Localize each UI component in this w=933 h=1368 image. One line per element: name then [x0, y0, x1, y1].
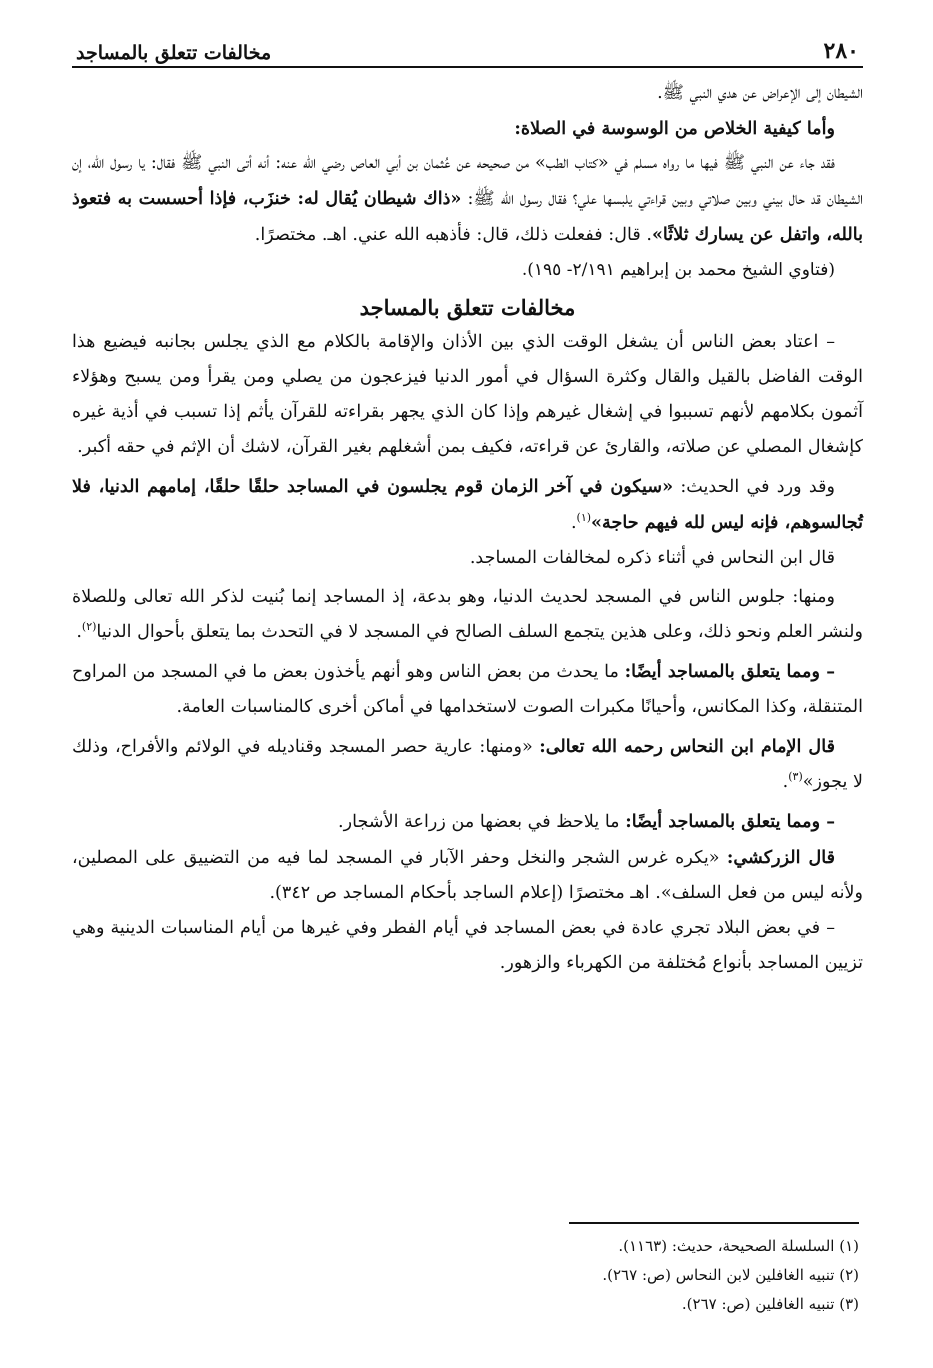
footnote-3: (٣) تنبيه الغافلين (ص: ٢٦٧). [681, 1295, 859, 1313]
running-title: مخالفات تتعلق بالمساجد [76, 42, 272, 64]
hadith-quote: «ذاك شيطان يُقال له: خنزَب، فإذا أحسست به فتعوذ بالله، واتفل عن يسارك ثلاثًا» [72, 188, 863, 245]
footnote-ref-1[interactable]: (١) [576, 511, 592, 525]
page-number: ٢٨٠ [823, 38, 859, 64]
hadith-outro: . قال: ففعلت ذلك، قال: فأذهبه الله عني. اهـ. مختصرًا. [254, 225, 652, 245]
section-title: مخالفات تتعلق بالمساجد [359, 295, 576, 320]
paragraph-taking-items [72, 654, 863, 725]
hadith-quote: «سيكون في آخر الزمان قوم يجلسون في المساجد حلقًا حلقًا، إمامهم الدنيا، فلا تُجالسوهم، فإنه ليس لله فيهم حاجة» [72, 476, 863, 533]
paragraph-text: ما يلاحظ في بعضها من زراعة الأشجار. [338, 812, 626, 832]
lead-in: – ومما يتعلق بالمساجد أيضًا: [625, 811, 835, 832]
quote-text: «يكره غرس الشجر والنخل وحفر الآبار في المسجد لما فيه من التضييق على المصلين، ولأنه ليس من فعل السلف». اهـ مختصرًا (إعلام الساجد بأحكام المساجد ص ٣٤٢). [72, 848, 863, 903]
lead-in: قال الزركشي: [726, 847, 835, 868]
footnotes [359, 1232, 859, 1319]
paragraph-minha [72, 580, 863, 650]
paragraph-talking-in-mosque: – اعتاد بعض الناس أن يشغل الوقت الذي بين الأذان والإقامة بالكلام مع الذي يجلس بجانبه فيضيع هذا الوقت الفاضل بالقيل والقال وكثرة السؤال في أمور الدنيا فيزعجون من يصلي ومن يقرأ ومن يسبح وهؤلاء آثمون بكلامهم لأنهم تسببوا في إشغال غيرهم وإذا كان الذي يجهر بقراءته للقرآن يأثم إذا تسبب في أذية غيره كإشغال المصلي عن صلاته، والقارئ عن قراءته، فكيف بمن أشغلهم بغير القرآن، لاشك أن الإثم في حقه أكبر. [72, 332, 863, 457]
paragraph-text: ومنها: جلوس الناس في المسجد لحديث الدنيا، وهو بدعة، إذ المساجد إنما بُنيت لذكر الله تعالى وللصلاة ولنشر العلم ونحو ذلك، وعلى هذين يتجمع السلف الصالح في المسجد لا في التحدث بما يتعلق بأحوال الدنيا [72, 587, 863, 642]
hadith-intro: فقد جاء عن النبي ﷺ فيها ما رواه مسلم في «كتاب الطب» من صحيحه عن عُثمان بن أبي العاص رضي الله عنه: أنه أتى النبي ﷺ فقال: يا رسول الله، إن الشيطان قد حال بيني وبين صلاتي وبين قراءتي يلبسها علي؟ فقال رسول الله ﷺ: [72, 153, 864, 209]
paragraph-continuation: الشيطان إلى الإعراض عن هدي النبي ﷺ. [657, 83, 863, 103]
lead-in: – ومما يتعلق بالمساجد أيضًا: [624, 661, 835, 682]
lead-in: قال الإمام ابن النحاس رحمه الله تعالى: [539, 736, 835, 757]
footnote-2: (٢) تنبيه الغافلين لابن النحاس (ص: ٢٦٧). [602, 1266, 859, 1284]
paragraph-hadith-uthman [72, 146, 863, 253]
footnote-1: (١) السلسلة الصحيحة، حديث: (١١٦٣). [618, 1237, 859, 1255]
paragraph-ibn-nahhas: قال ابن النحاس في أثناء ذكره لمخالفات المساجد. [469, 548, 835, 568]
footnote-divider [569, 1222, 859, 1224]
paragraph-ibn-nahhas-quote [72, 729, 863, 800]
paragraph-decoration: – في بعض البلاد تجري عادة في بعض المساجد في أيام الفطر وفي غيرها من أيام المناسبات الدينية وهي تزيين المساجد بأنواع مُختلفة من الكهرباء والزهور. [72, 918, 863, 973]
footnote-ref-3[interactable]: (٣) [788, 770, 803, 784]
paragraph-heading-waswasa: وأما كيفية الخلاص من الوسوسة في الصلاة: [514, 118, 835, 139]
period: . [782, 772, 789, 792]
fatwa-reference: (فتاوي الشيخ محمد بن إبراهيم ٢/١٩١- ١٩٥). [521, 260, 835, 280]
period: . [570, 513, 577, 533]
quote-text: «ومنها: عارية حصر المسجد وقناديله في الولائم والأفراح، وذلك لا يجوز» [72, 737, 863, 792]
running-header [72, 30, 863, 68]
hadith-intro: وقد ورد في الحديث: [673, 477, 835, 497]
period: . [76, 622, 82, 642]
paragraph-text: ما يحدث من بعض الناس وهو أنهم يأخذون بعض ما في المسجد من المراوح المتنقلة، وكذا المكانس، وأحيانًا مكبرات الصوت لاستخدامها في أماكن أخرى كالمناسبات العامة. [72, 662, 863, 717]
paragraph-hadith-halaq [72, 469, 863, 541]
paragraph-trees [72, 804, 863, 840]
page-body [72, 68, 863, 981]
paragraph-zarkashi [72, 840, 863, 911]
footnote-ref-2[interactable]: (٢) [81, 620, 97, 634]
